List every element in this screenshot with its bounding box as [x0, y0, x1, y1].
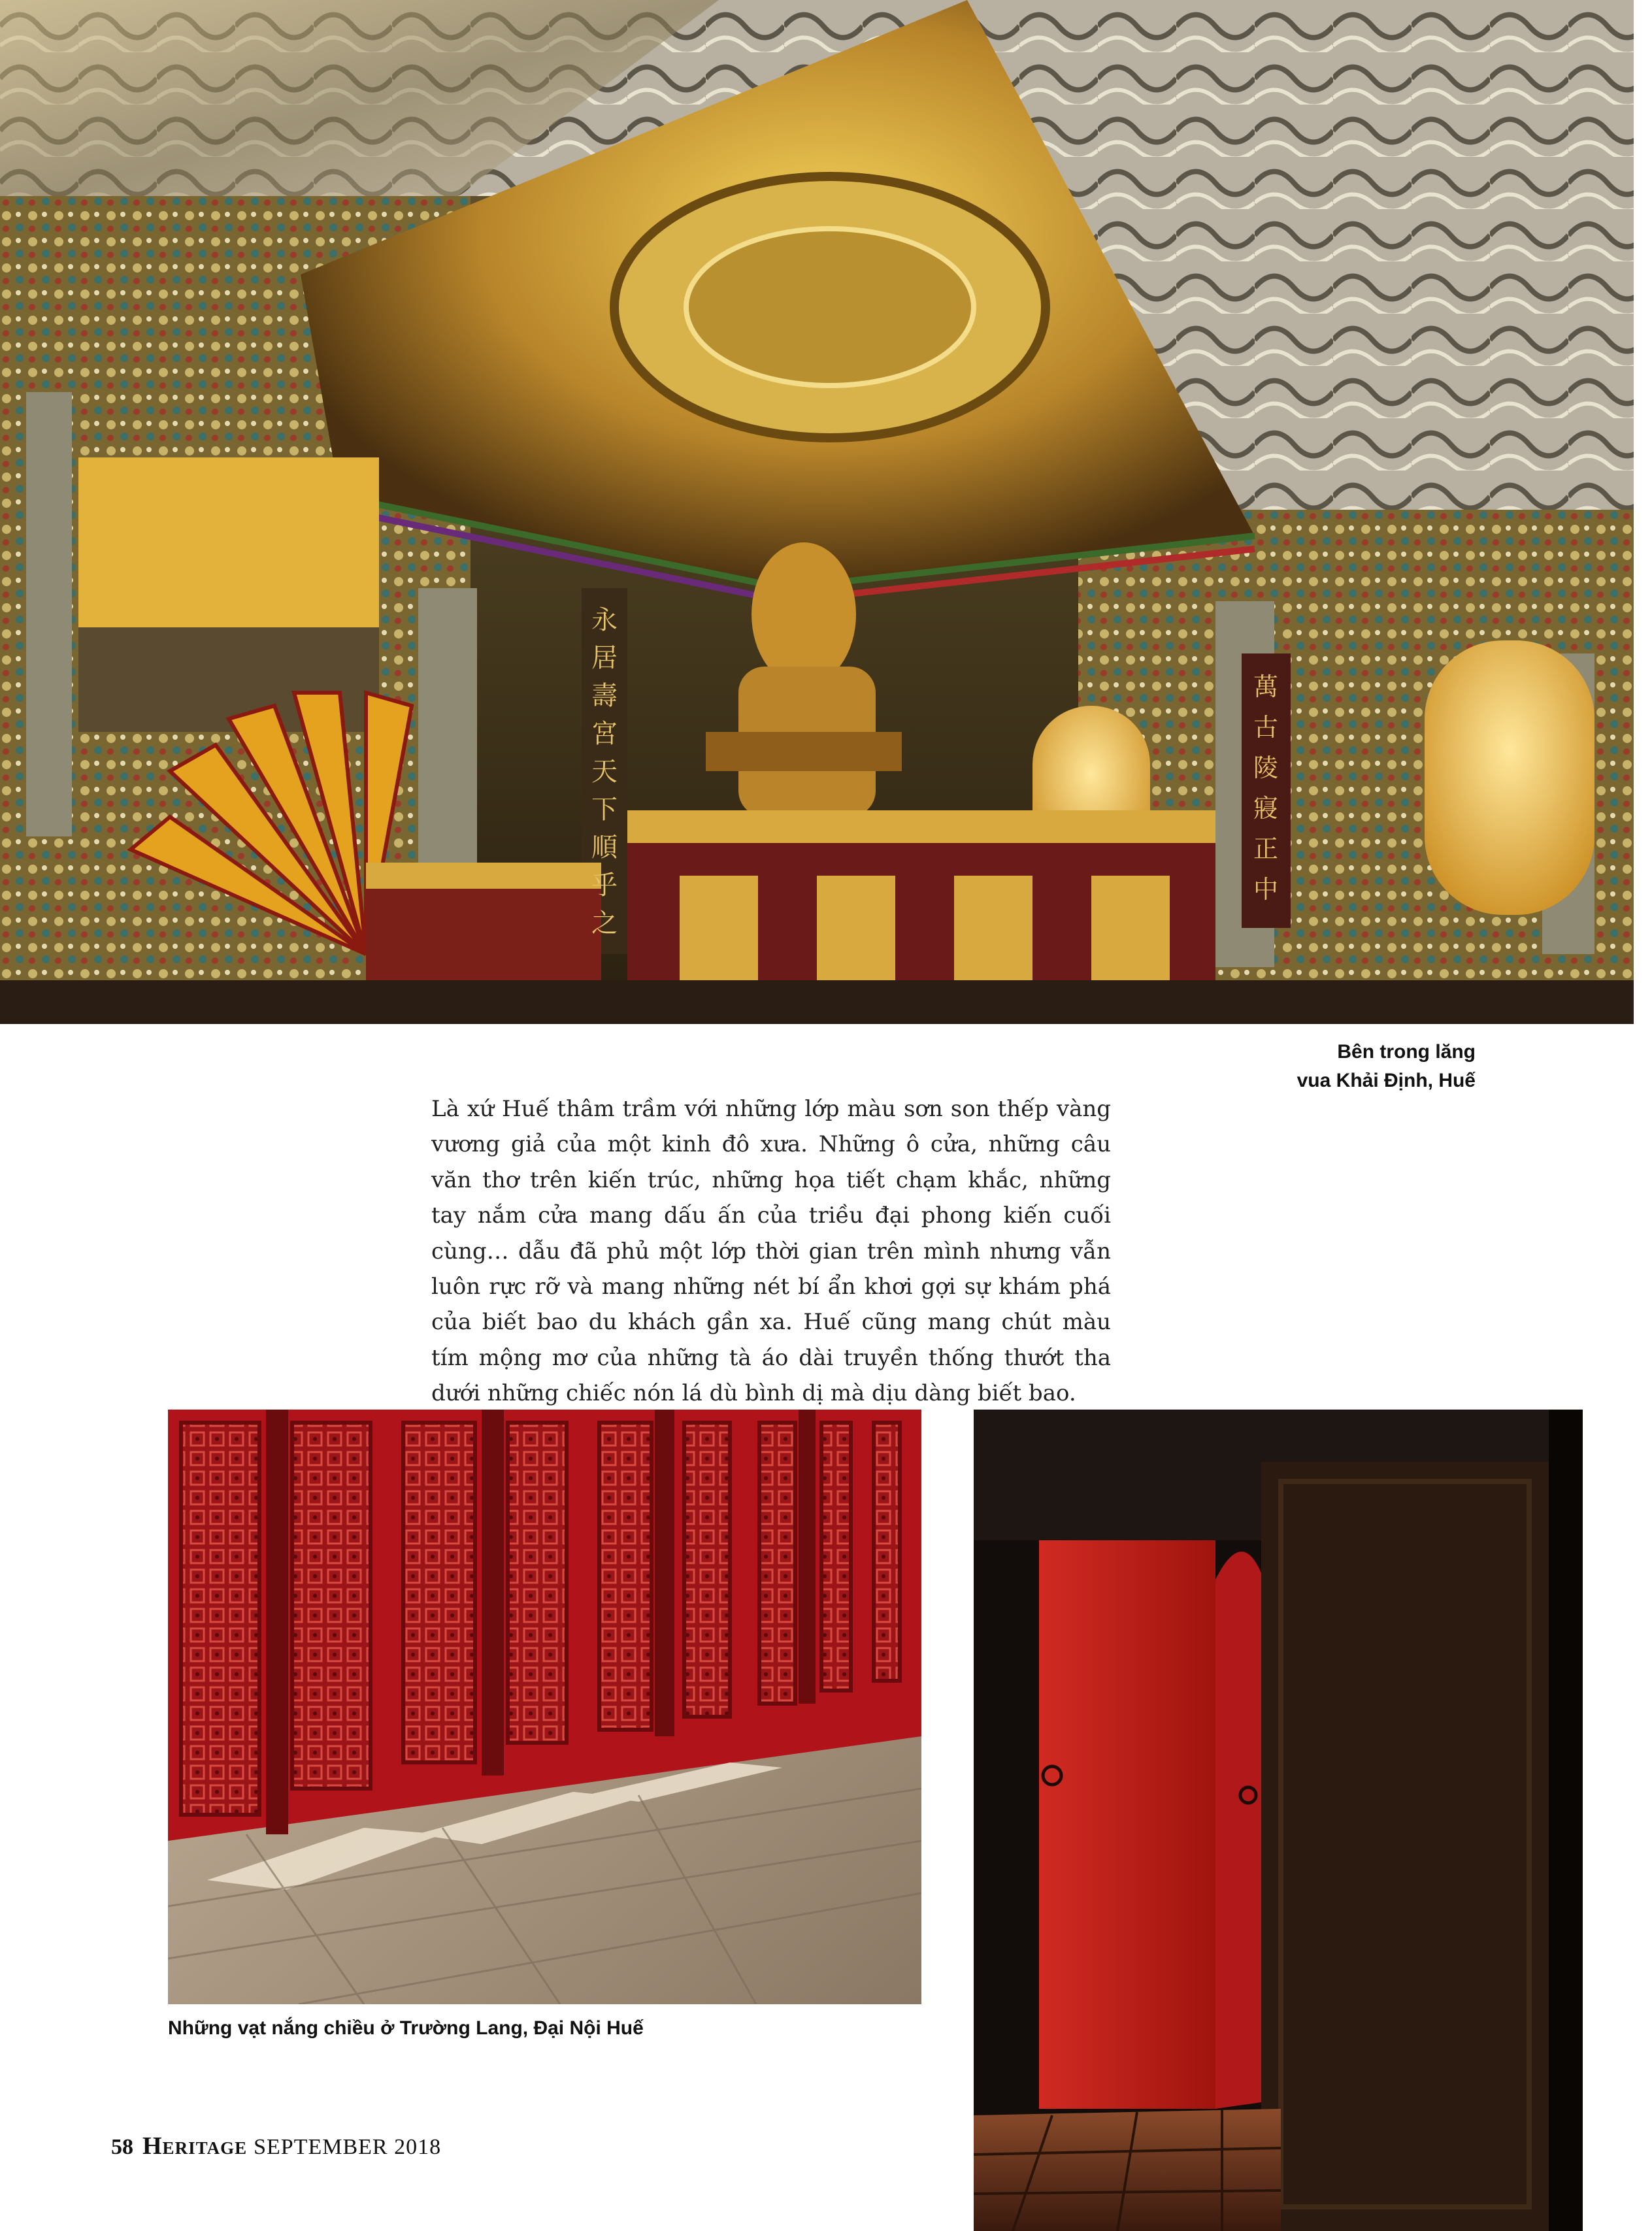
corridor-photo-truong-lang: [168, 1410, 921, 2004]
hero-caption-line-2: vua Khải Định, Huế: [1297, 1070, 1476, 1091]
hero-photo-caption: [1083, 1038, 1476, 1095]
hero-photo-art: [0, 0, 1634, 1024]
door-photo-red-doors-dark-hall: [974, 1410, 1583, 2231]
page-folio: [111, 2132, 441, 2160]
magazine-name: Heritage: [142, 2132, 248, 2160]
hero-caption-line-1: Bên trong lăng: [1337, 1041, 1476, 1063]
door-photo-art: [974, 1410, 1583, 2231]
hero-photo-khai-dinh-tomb-interior: [0, 0, 1634, 1024]
article-body-paragraph: Là xứ Huế thâm trầm với những lớp màu sơn son thếp vàng vương giả của một kinh đô xưa. Những ô cửa, những câu văn thơ trên kiến trúc, những họa tiết chạm khắc, những tay nắm cửa mang dấu ấn của triều đại phong kiến cuối cùng… dẫu đã phủ một lớp thời gian trên mình nhưng vẫn luôn rực rỡ và mang những nét bí ẩn khơi gợi sự khám phá của biết bao du khách gần xa. Huế cũng mang chút màu tím mộng mơ của những tà áo dài truyền thống thướt tha dưới những chiếc nón lá dù bình dị mà dịu dàng biết bao.: [431, 1096, 1111, 1407]
issue-date: SEPTEMBER 2018: [254, 2135, 442, 2159]
hero-inscription-right: 萬 古 陵 寢 正 中: [1253, 672, 1278, 904]
corridor-photo-art: [168, 1410, 921, 2004]
corridor-photo-caption: Những vạt nắng chiều ở Trường Lang, Đại Nội Huế: [168, 2017, 644, 2039]
hero-inscription-left: 永 居 壽 宮 天 下 順 乎 之: [591, 605, 618, 938]
page-number: 58: [111, 2135, 133, 2159]
